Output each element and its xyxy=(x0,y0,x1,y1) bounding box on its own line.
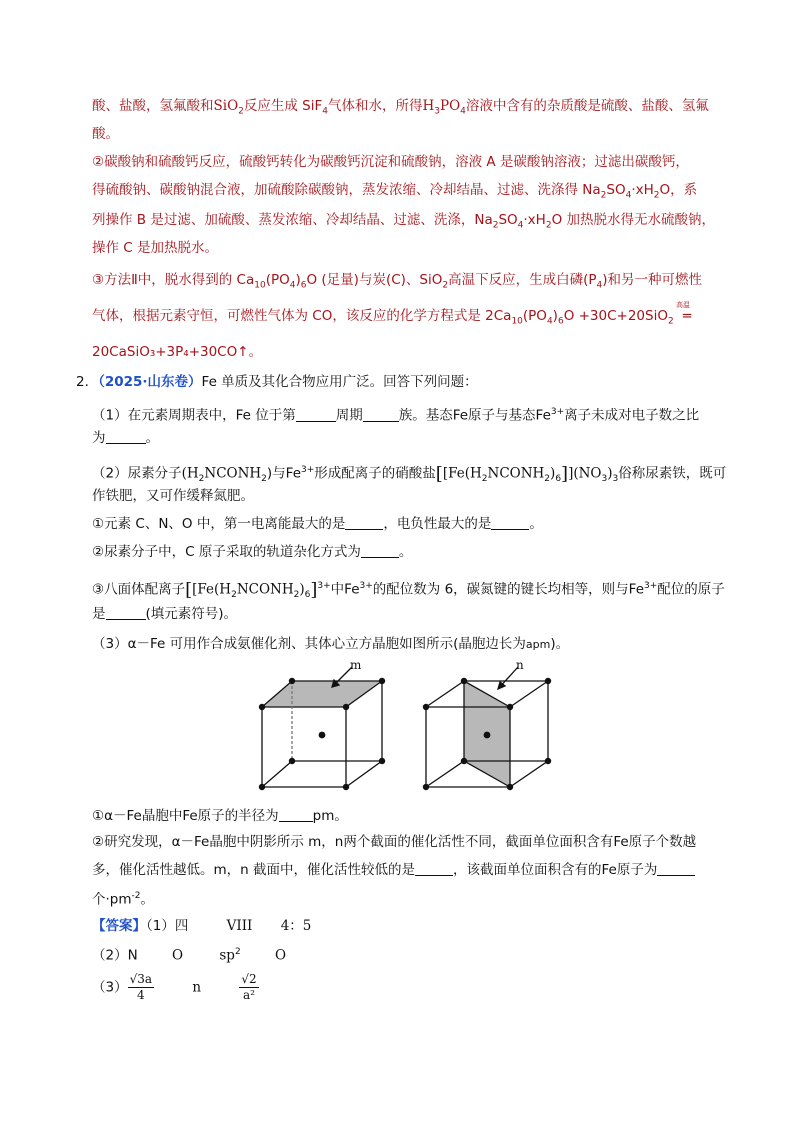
question-number: 2． xyxy=(76,374,99,390)
text: 20CaSiO₃+3P₄+30CO↑。 xyxy=(92,344,263,360)
text: 族。基态Fe原子与基态Fe xyxy=(398,407,551,424)
text: 气体和水，所得 xyxy=(328,98,423,114)
formula: ) xyxy=(550,465,556,482)
part1-line-1 xyxy=(92,402,699,426)
text: SO xyxy=(606,182,626,198)
question-source: （2025·山东卷） xyxy=(98,374,202,390)
answer-text: （3） xyxy=(92,979,128,996)
part3-q2-line-2 xyxy=(92,860,695,880)
text: ①α－Fe晶胞中Fe原子的半径为 xyxy=(92,808,279,824)
part1-line-2 xyxy=(92,428,159,448)
text: 。 xyxy=(529,516,543,532)
denominator: 4 xyxy=(136,988,145,1002)
text: 酸、盐酸，氢氟酸和 xyxy=(92,98,214,114)
answer-line-2 xyxy=(92,942,286,966)
text: （3）α－Fe 可用作合成氨催化剂、其体心立方晶胞如图所示(晶胞边长为 xyxy=(92,636,526,652)
text: 得硫酸钠、碳酸钠混合液，加硫酸除碳酸钠，蒸发浓缩、冷却结晶、过滤、洗涤得 Na xyxy=(92,182,601,198)
text: 作铁肥，又可作缓释氮肥。 xyxy=(92,488,254,504)
text: ②碳酸钠和硫酸钙反应，硫酸钙转化为碳酸钙沉淀和硫酸钠，溶液 A 是碳酸钠溶液；过滤出碳酸钙， xyxy=(92,154,689,170)
answer-text: n xyxy=(192,979,202,996)
subscript: 6 xyxy=(555,474,562,485)
superscript: -2 xyxy=(131,891,141,901)
text: )。 xyxy=(550,636,570,652)
formula: [Fe(H xyxy=(442,465,482,482)
solution-line-3 xyxy=(92,152,689,172)
numerator: √3a xyxy=(129,972,153,986)
text: （1）在元素周期表中，Fe 位于第 xyxy=(92,407,296,424)
text: （2）尿素分子 xyxy=(92,465,182,482)
equals-sign: = xyxy=(681,308,693,324)
formula: NCONH xyxy=(236,581,294,598)
part3-q2-line-1 xyxy=(92,832,696,852)
solution-line-5: 列操作 B 是过滤、加硫酸、蒸发浓缩、冷却结晶、过滤、洗涤，$Na_2SO_4\cdot xH_2O$ 加热脱水得无水硫酸钠， xyxy=(92,212,715,231)
formula: ) xyxy=(607,465,613,482)
solution-line-1: 酸、盐酸，氢氟酸和SiO$_2$反应生成 SiF$_4$气体和水，所得$H_3PO_4$溶液中含有的杂质酸是硫酸、盐酸、氢氟 xyxy=(92,98,709,117)
answer-blank[interactable] xyxy=(363,407,399,422)
text: 操作 C 是加热脱水。 xyxy=(92,240,219,256)
text: 配位的原子 xyxy=(657,581,725,598)
text: ③八面体配离子 xyxy=(92,581,186,598)
answer-blank[interactable] xyxy=(345,515,383,530)
text: 酸。 xyxy=(92,126,119,142)
solution-line-2 xyxy=(92,124,119,144)
fraction-radius xyxy=(128,972,154,1003)
answer-text: sp xyxy=(219,947,235,964)
answer-blank[interactable] xyxy=(361,543,399,558)
text: 高温下反应，生成白磷 xyxy=(448,272,584,288)
formula: [Fe(H xyxy=(192,581,232,598)
subscript: 3 xyxy=(612,474,619,485)
body-center-atom xyxy=(319,732,326,739)
text: 为 xyxy=(92,430,106,446)
text: ③方法Ⅱ中，脱水得到的 Ca xyxy=(92,272,255,288)
text: 的配位数为 6，碳氮键的键长均相等，则与Fe xyxy=(372,581,645,598)
text: 是 xyxy=(92,606,106,622)
denominator: a² xyxy=(242,988,255,1002)
superscript: 2 xyxy=(234,947,241,957)
text: 气体，根据元素守恒，可燃性气体为 CO，该反应的化学方程式是 2Ca xyxy=(92,308,512,324)
superscript: 3+ xyxy=(301,465,315,475)
text: 俗称尿素铁，既可 xyxy=(618,465,727,482)
formula: NCONH xyxy=(204,465,262,482)
answer-text: （2）N xyxy=(92,947,138,964)
part3-q1 xyxy=(92,806,348,826)
text: 个·pm xyxy=(92,891,132,908)
text: ·xH xyxy=(523,212,546,228)
label-m: m xyxy=(350,658,362,672)
answer-text: （1）四 xyxy=(146,918,189,934)
part2-line-1: （2）尿素分子$(H_2NCONH_2)$与$Fe^{3+}$形成配离子的硝酸盐$[[Fe(H_2NCONH_2)_6]](NO_3)_3$俗称尿素铁，既可 xyxy=(92,463,727,485)
text: O (足量)与炭(C)、SiO xyxy=(306,272,443,288)
part2-q3-line-1: ③八面体配离子[$[Fe(H_2NCONH_2)_6]^{3+}$中$Fe^{3+}$的配位数为 6，碳氮键的键长均相等，则与$Fe^{3+}$配位的原子 xyxy=(92,579,725,601)
solution-line-8: 气体，根据元素守恒，可燃性气体为 CO，该反应的化学方程式是 $2Ca_{10}(PO_4)_6O +30C+20SiO_2$ 高温 = xyxy=(92,306,696,332)
solution-line-6 xyxy=(92,238,218,258)
reaction-condition xyxy=(676,301,696,326)
text: 中Fe xyxy=(330,581,360,598)
part2-q1 xyxy=(92,514,543,534)
text: ) xyxy=(295,272,301,288)
text: 溶液中含有的杂质酸是硫酸、盐酸、氢氟 xyxy=(465,98,709,114)
text: ) xyxy=(552,308,558,324)
question-header xyxy=(76,372,478,392)
text: 形成配离子的硝酸盐 xyxy=(314,465,436,482)
answer-line-3 xyxy=(92,972,259,1003)
formula: SiO xyxy=(213,98,239,114)
text: O，系 xyxy=(659,182,698,198)
answer-blank[interactable] xyxy=(415,861,453,876)
text: (PO xyxy=(522,308,547,324)
answer-text: O xyxy=(172,947,184,964)
text: 。 xyxy=(145,430,159,446)
part2-q3-line-2 xyxy=(92,604,237,624)
answer-blank[interactable] xyxy=(657,861,695,876)
answer-blank[interactable] xyxy=(106,429,146,444)
solution-line-4: 得硫酸钠、碳酸钠混合液，加硫酸除碳酸钠，蒸发浓缩、冷却结晶、过滤、洗涤得 $Na_2SO_4\cdot xH_2O$，系 xyxy=(92,182,698,201)
condition-text: 高温 xyxy=(676,301,690,309)
part2-line-2 xyxy=(92,486,254,506)
answer-blank[interactable] xyxy=(106,605,146,620)
text: 。 xyxy=(140,891,154,908)
superscript: 3+ xyxy=(550,407,565,417)
answer-line-1 xyxy=(92,916,311,936)
text: apm xyxy=(525,638,551,651)
cube-m xyxy=(262,667,382,787)
formula: ](NO xyxy=(568,465,602,482)
formula: ] xyxy=(310,579,318,601)
part2-q2 xyxy=(92,542,412,562)
text: O +30C+20SiO xyxy=(563,308,668,324)
formula: H xyxy=(422,98,435,114)
answer-blank[interactable] xyxy=(279,807,313,822)
answer-text: O xyxy=(274,947,287,964)
text: (PO xyxy=(265,272,290,288)
text: 离子未成对电子数之比 xyxy=(564,407,700,424)
solution-line-7: ③方法Ⅱ中，脱水得到的 $Ca_{10}(PO_4)_6O$ (足量)与炭(C)、SiO$_2$高温下反应，生成白磷$(P_4)$和另一种可燃性 xyxy=(92,272,703,291)
text: ①元素 C、N、O 中，第一电离能最大的是 xyxy=(92,516,346,532)
label-n: n xyxy=(516,658,524,672)
solution-line-9 xyxy=(92,342,262,362)
text: ②研究发现，α－Fe晶胞中阴影所示 m，n两个截面的催化活性不同，截面单位面积含有Fe原子个数越 xyxy=(92,834,697,850)
fraction-density xyxy=(239,972,258,1003)
answer-text: VIII xyxy=(226,918,253,934)
text: )和另一种可燃性 xyxy=(602,272,703,288)
text: 周期 xyxy=(335,407,363,424)
text: pm。 xyxy=(312,808,348,824)
superscript: 3+ xyxy=(317,581,331,591)
text: (P xyxy=(583,272,597,288)
formula: (H xyxy=(181,465,199,482)
answer-blank[interactable] xyxy=(491,515,529,530)
text: 。 xyxy=(398,544,413,560)
text: SO xyxy=(498,212,518,228)
text: ②尿素分子中，C 原子采取的轨道杂化方式为 xyxy=(92,544,361,560)
text: 多，催化活性越低。m，n 截面中，催化活性较低的是 xyxy=(92,862,415,878)
text: (填元素符号)。 xyxy=(145,606,238,622)
text: O 加热脱水得无水硫酸钠， xyxy=(551,212,715,228)
answer-label: 【答案】 xyxy=(92,918,146,934)
answer-text: 4：5 xyxy=(280,918,312,934)
text: ，该截面单位面积含有的Fe原子为 xyxy=(453,862,658,878)
numerator: √2 xyxy=(241,972,257,986)
text: 反应生成 SiF xyxy=(243,98,323,114)
body-center-atom xyxy=(484,732,491,739)
text: 列操作 B 是过滤、加硫酸、蒸发浓缩、冷却结晶、过滤、洗涤，Na xyxy=(92,212,493,228)
formula: NCONH xyxy=(487,465,545,482)
formula: ) xyxy=(299,581,305,598)
bcc-cell-figure xyxy=(250,655,570,805)
shaded-face-m xyxy=(262,681,382,707)
cube-n xyxy=(426,667,548,787)
part3-line-1 xyxy=(92,634,569,655)
text: ，电负性最大的是 xyxy=(383,516,492,532)
answer-blank[interactable] xyxy=(296,407,336,422)
text: ·xH xyxy=(631,182,654,198)
text: )与Fe xyxy=(266,465,302,482)
part3-q2-line-3 xyxy=(92,886,154,910)
question-intro: Fe 单质及其化合物应用广泛。回答下列问题： xyxy=(201,374,478,390)
